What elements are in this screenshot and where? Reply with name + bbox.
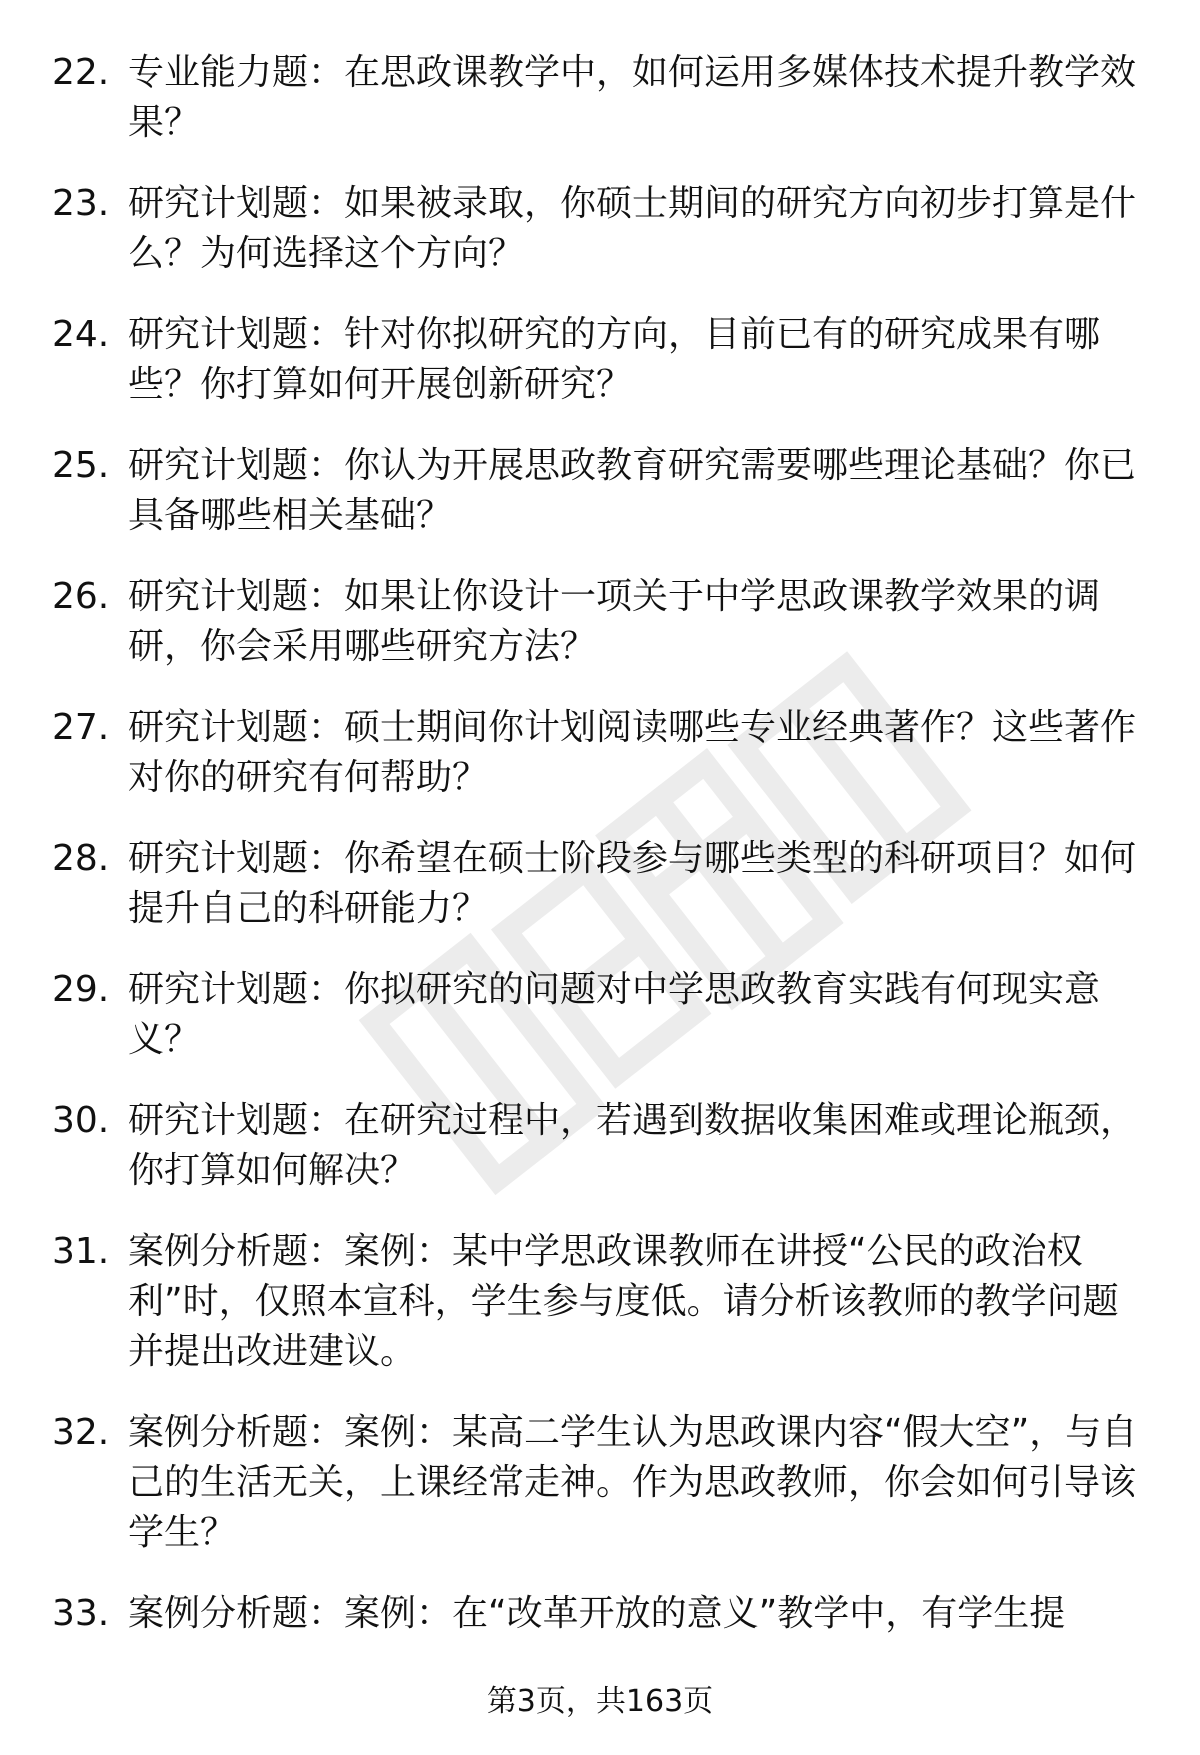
question-text: 专业能力题：在思政课教学中，如何运用多媒体技术提升教学效果？ — [128, 52, 1137, 143]
question-item — [0, 703, 1200, 834]
question-text: 研究计划题：如果被录取，你硕士期间的研究方向初步打算是什么？为何选择这个方向？ — [128, 183, 1137, 274]
question-item — [0, 179, 1200, 310]
question-number: 27. — [52, 707, 110, 748]
question-number: 24. — [52, 314, 110, 355]
question-number: 32. — [52, 1412, 110, 1453]
question-text: 研究计划题：你希望在硕士阶段参与哪些类型的科研项目？如何提升自己的科研能力？ — [128, 838, 1137, 929]
question-text: 研究计划题：如果让你设计一项关于中学思政课教学效果的调研，你会采用哪些研究方法？ — [128, 576, 1101, 667]
question-text: 案例分析题：案例：某高二学生认为思政课内容“假大空”，与自己的生活无关，上课经常走神。作为思政教师，你会如何引导该学生？ — [128, 1412, 1138, 1553]
question-number: 33. — [52, 1593, 110, 1634]
question-item — [0, 834, 1200, 965]
question-text: 研究计划题：在研究过程中，若遇到数据收集困难或理论瓶颈，你打算如何解决？ — [128, 1100, 1137, 1191]
question-text: 研究计划题：硕士期间你计划阅读哪些专业经典著作？这些著作对你的研究有何帮助？ — [128, 707, 1137, 798]
question-number: 29. — [52, 969, 110, 1010]
question-text: 研究计划题：针对你拟研究的方向，目前已有的研究成果有哪些？你打算如何开展创新研究？ — [128, 314, 1101, 405]
question-text: 案例分析题：案例：某中学思政课教师在讲授“公民的政治权利”时，仅照本宣科，学生参与度低。请分析该教师的教学问题并提出改进建议。 — [128, 1231, 1119, 1372]
question-number: 31. — [52, 1231, 110, 1272]
question-text: 研究计划题：你拟研究的问题对中学思政教育实践有何现实意义？ — [128, 969, 1101, 1060]
question-item — [0, 1589, 1200, 1649]
question-item — [0, 1227, 1200, 1408]
question-number: 22. — [52, 52, 110, 93]
question-list — [0, 48, 1200, 1649]
question-text: 案例分析题：案例：在“改革开放的意义”教学中，有学生提 — [128, 1593, 1066, 1634]
question-item — [0, 1408, 1200, 1589]
question-item — [0, 572, 1200, 703]
question-item — [0, 48, 1200, 179]
question-item — [0, 965, 1200, 1096]
page-footer: 第3页，共163页 — [486, 1684, 714, 1719]
question-item — [0, 441, 1200, 572]
question-number: 23. — [52, 183, 110, 224]
question-number: 26. — [52, 576, 110, 617]
question-item — [0, 1096, 1200, 1227]
question-number: 30. — [52, 1100, 110, 1141]
question-text: 研究计划题：你认为开展思政教育研究需要哪些理论基础？你已具备哪些相关基础？ — [128, 445, 1137, 536]
question-item — [0, 310, 1200, 441]
question-number: 25. — [52, 445, 110, 486]
question-number: 28. — [52, 838, 110, 879]
